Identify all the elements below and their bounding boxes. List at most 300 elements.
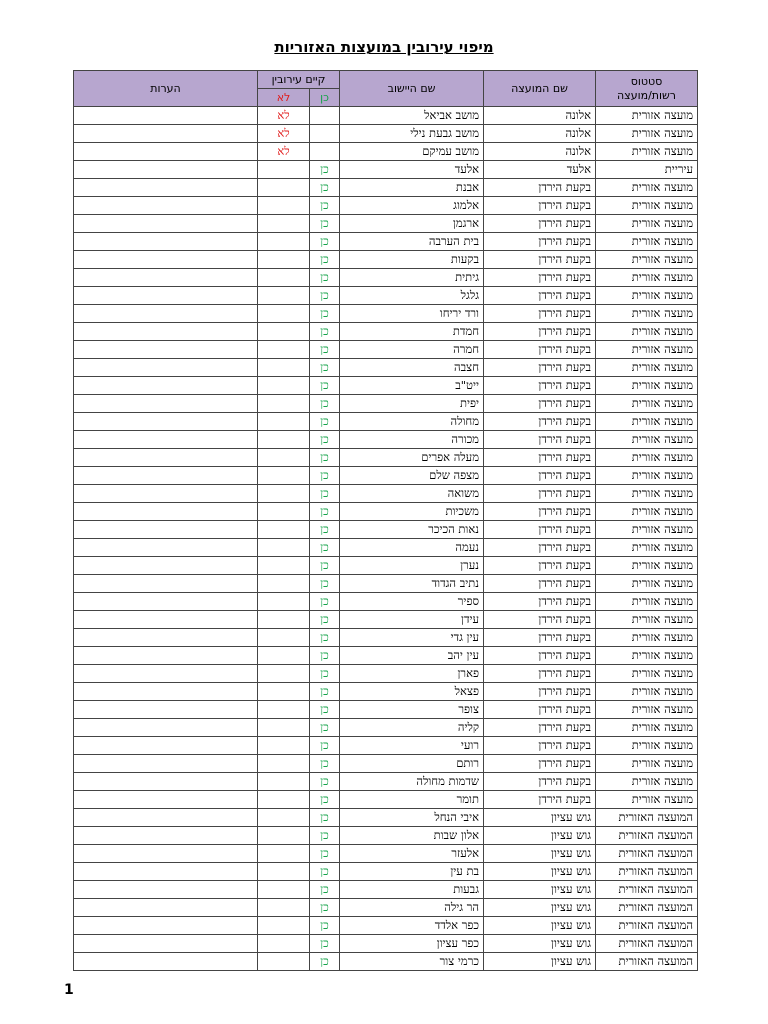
cell-status: מועצה אזורית bbox=[596, 125, 698, 143]
cell-settlement: אלמוג bbox=[340, 197, 484, 215]
table-row bbox=[74, 557, 698, 575]
cell-settlement: אבנת bbox=[340, 179, 484, 197]
cell-yes: כן bbox=[310, 503, 340, 521]
page-title-text: מיפוי עירובין במועצות האזוריות bbox=[274, 38, 494, 56]
cell-status: מועצה אזורית bbox=[596, 611, 698, 629]
eruv-table bbox=[73, 70, 698, 971]
table-row bbox=[74, 935, 698, 953]
cell-no bbox=[258, 431, 310, 449]
cell-notes bbox=[74, 197, 258, 215]
cell-no bbox=[258, 755, 310, 773]
cell-yes bbox=[310, 143, 340, 161]
table-row bbox=[74, 863, 698, 881]
cell-settlement: מושב גבעת נילי bbox=[340, 125, 484, 143]
cell-settlement: משואה bbox=[340, 485, 484, 503]
table-row bbox=[74, 575, 698, 593]
table-row bbox=[74, 629, 698, 647]
cell-yes: כן bbox=[310, 449, 340, 467]
table-row bbox=[74, 827, 698, 845]
table-row bbox=[74, 503, 698, 521]
cell-yes: כן bbox=[310, 341, 340, 359]
cell-notes bbox=[74, 755, 258, 773]
cell-no bbox=[258, 827, 310, 845]
header-no: לא bbox=[258, 89, 310, 107]
cell-council: גוש עציון bbox=[484, 863, 596, 881]
table-row bbox=[74, 791, 698, 809]
cell-no bbox=[258, 881, 310, 899]
cell-settlement: פצאל bbox=[340, 683, 484, 701]
cell-settlement: נתיב הגדוד bbox=[340, 575, 484, 593]
cell-no bbox=[258, 269, 310, 287]
cell-no bbox=[258, 701, 310, 719]
cell-status: מועצה אזורית bbox=[596, 791, 698, 809]
table-row bbox=[74, 485, 698, 503]
cell-yes: כן bbox=[310, 755, 340, 773]
table-row bbox=[74, 143, 698, 161]
cell-yes: כן bbox=[310, 269, 340, 287]
cell-notes bbox=[74, 287, 258, 305]
table-row bbox=[74, 233, 698, 251]
cell-status: מועצה אזורית bbox=[596, 557, 698, 575]
cell-no bbox=[258, 593, 310, 611]
cell-status: מועצה אזורית bbox=[596, 593, 698, 611]
cell-council: אלעד bbox=[484, 161, 596, 179]
cell-notes bbox=[74, 143, 258, 161]
cell-yes: כן bbox=[310, 665, 340, 683]
cell-council: בקעת הירדן bbox=[484, 215, 596, 233]
cell-status: מועצה אזורית bbox=[596, 269, 698, 287]
table-row bbox=[74, 179, 698, 197]
cell-status: מועצה אזורית bbox=[596, 215, 698, 233]
cell-yes bbox=[310, 107, 340, 125]
cell-council: גוש עציון bbox=[484, 899, 596, 917]
cell-council: גוש עציון bbox=[484, 809, 596, 827]
cell-no bbox=[258, 449, 310, 467]
cell-notes bbox=[74, 629, 258, 647]
cell-status: עיריית bbox=[596, 161, 698, 179]
cell-notes bbox=[74, 431, 258, 449]
cell-no bbox=[258, 521, 310, 539]
table-row bbox=[74, 431, 698, 449]
cell-council: בקעת הירדן bbox=[484, 485, 596, 503]
cell-no bbox=[258, 179, 310, 197]
cell-no bbox=[258, 647, 310, 665]
cell-settlement: בקעות bbox=[340, 251, 484, 269]
cell-council: בקעת הירדן bbox=[484, 665, 596, 683]
cell-council: בקעת הירדן bbox=[484, 701, 596, 719]
cell-no bbox=[258, 953, 310, 971]
header-council: שם המועצה bbox=[484, 71, 596, 107]
table-row bbox=[74, 269, 698, 287]
cell-settlement: ספיר bbox=[340, 593, 484, 611]
cell-council: גוש עציון bbox=[484, 935, 596, 953]
cell-no bbox=[258, 485, 310, 503]
cell-settlement: מכורה bbox=[340, 431, 484, 449]
cell-council: בקעת הירדן bbox=[484, 233, 596, 251]
table-row bbox=[74, 449, 698, 467]
table-row bbox=[74, 701, 698, 719]
cell-council: בקעת הירדן bbox=[484, 287, 596, 305]
cell-yes: כן bbox=[310, 773, 340, 791]
cell-yes: כן bbox=[310, 737, 340, 755]
table-row bbox=[74, 683, 698, 701]
cell-status: מועצה אזורית bbox=[596, 773, 698, 791]
cell-council: בקעת הירדן bbox=[484, 197, 596, 215]
cell-settlement: בית הערבה bbox=[340, 233, 484, 251]
cell-council: בקעת הירדן bbox=[484, 359, 596, 377]
cell-no bbox=[258, 773, 310, 791]
table-row bbox=[74, 377, 698, 395]
cell-yes: כן bbox=[310, 629, 340, 647]
cell-no bbox=[258, 413, 310, 431]
cell-council: בקעת הירדן bbox=[484, 449, 596, 467]
table-row bbox=[74, 521, 698, 539]
cell-status: מועצה אזורית bbox=[596, 359, 698, 377]
cell-council: גוש עציון bbox=[484, 953, 596, 971]
cell-settlement: צופר bbox=[340, 701, 484, 719]
cell-notes bbox=[74, 899, 258, 917]
cell-status: מועצה אזורית bbox=[596, 647, 698, 665]
cell-council: בקעת הירדן bbox=[484, 791, 596, 809]
cell-settlement: יפית bbox=[340, 395, 484, 413]
cell-no bbox=[258, 395, 310, 413]
cell-council: בקעת הירדן bbox=[484, 503, 596, 521]
cell-no bbox=[258, 575, 310, 593]
cell-no: לא bbox=[258, 107, 310, 125]
cell-status: מועצה אזורית bbox=[596, 233, 698, 251]
cell-council: גוש עציון bbox=[484, 827, 596, 845]
cell-notes bbox=[74, 251, 258, 269]
cell-notes bbox=[74, 503, 258, 521]
cell-settlement: נעמה bbox=[340, 539, 484, 557]
cell-status: המועצה האזורית bbox=[596, 827, 698, 845]
table-row bbox=[74, 881, 698, 899]
cell-notes bbox=[74, 845, 258, 863]
cell-settlement: מושב עמיקם bbox=[340, 143, 484, 161]
cell-council: אלונה bbox=[484, 143, 596, 161]
cell-status: מועצה אזורית bbox=[596, 539, 698, 557]
cell-no bbox=[258, 251, 310, 269]
cell-notes bbox=[74, 485, 258, 503]
cell-settlement: ורד יריחו bbox=[340, 305, 484, 323]
cell-council: בקעת הירדן bbox=[484, 557, 596, 575]
cell-notes bbox=[74, 521, 258, 539]
cell-council: בקעת הירדן bbox=[484, 467, 596, 485]
table-row bbox=[74, 467, 698, 485]
table-row bbox=[74, 359, 698, 377]
cell-no bbox=[258, 683, 310, 701]
cell-no bbox=[258, 305, 310, 323]
cell-yes: כן bbox=[310, 593, 340, 611]
cell-status: מועצה אזורית bbox=[596, 179, 698, 197]
cell-notes bbox=[74, 233, 258, 251]
cell-notes bbox=[74, 827, 258, 845]
cell-settlement: משכיות bbox=[340, 503, 484, 521]
cell-council: בקעת הירדן bbox=[484, 755, 596, 773]
cell-council: בקעת הירדן bbox=[484, 395, 596, 413]
cell-no bbox=[258, 845, 310, 863]
cell-status: מועצה אזורית bbox=[596, 701, 698, 719]
cell-no bbox=[258, 737, 310, 755]
cell-status: המועצה האזורית bbox=[596, 935, 698, 953]
cell-no bbox=[258, 341, 310, 359]
cell-yes: כן bbox=[310, 863, 340, 881]
cell-notes bbox=[74, 107, 258, 125]
cell-yes: כן bbox=[310, 467, 340, 485]
table-row bbox=[74, 287, 698, 305]
cell-notes bbox=[74, 665, 258, 683]
cell-yes: כן bbox=[310, 251, 340, 269]
table-row bbox=[74, 773, 698, 791]
cell-settlement: עין יהב bbox=[340, 647, 484, 665]
cell-notes bbox=[74, 863, 258, 881]
cell-status: המועצה האזורית bbox=[596, 899, 698, 917]
cell-no bbox=[258, 917, 310, 935]
cell-status: המועצה האזורית bbox=[596, 809, 698, 827]
cell-notes bbox=[74, 935, 258, 953]
cell-notes bbox=[74, 377, 258, 395]
cell-council: בקעת הירדן bbox=[484, 305, 596, 323]
cell-yes: כן bbox=[310, 161, 340, 179]
cell-no bbox=[258, 503, 310, 521]
cell-settlement: שדמות מחולה bbox=[340, 773, 484, 791]
cell-status: המועצה האזורית bbox=[596, 953, 698, 971]
cell-no bbox=[258, 611, 310, 629]
cell-status: מועצה אזורית bbox=[596, 377, 698, 395]
cell-settlement: אלעד bbox=[340, 161, 484, 179]
cell-yes: כן bbox=[310, 935, 340, 953]
cell-no bbox=[258, 323, 310, 341]
cell-yes: כן bbox=[310, 521, 340, 539]
cell-no bbox=[258, 287, 310, 305]
cell-yes: כן bbox=[310, 557, 340, 575]
cell-settlement: גבעות bbox=[340, 881, 484, 899]
cell-notes bbox=[74, 449, 258, 467]
cell-settlement: מושב אביאל bbox=[340, 107, 484, 125]
cell-no bbox=[258, 899, 310, 917]
cell-yes bbox=[310, 125, 340, 143]
cell-yes: כן bbox=[310, 539, 340, 557]
cell-yes: כן bbox=[310, 917, 340, 935]
cell-no bbox=[258, 359, 310, 377]
cell-status: מועצה אזורית bbox=[596, 107, 698, 125]
cell-status: מועצה אזורית bbox=[596, 287, 698, 305]
cell-notes bbox=[74, 395, 258, 413]
cell-no bbox=[258, 863, 310, 881]
cell-status: מועצה אזורית bbox=[596, 341, 698, 359]
cell-notes bbox=[74, 305, 258, 323]
cell-status: מועצה אזורית bbox=[596, 449, 698, 467]
table-row bbox=[74, 125, 698, 143]
cell-status: מועצה אזורית bbox=[596, 467, 698, 485]
cell-settlement: מחולה bbox=[340, 413, 484, 431]
cell-yes: כן bbox=[310, 953, 340, 971]
cell-settlement: כפר עציון bbox=[340, 935, 484, 953]
cell-notes bbox=[74, 773, 258, 791]
cell-settlement: עין גדי bbox=[340, 629, 484, 647]
cell-status: המועצה האזורית bbox=[596, 917, 698, 935]
cell-council: גוש עציון bbox=[484, 881, 596, 899]
cell-yes: כן bbox=[310, 485, 340, 503]
cell-no bbox=[258, 809, 310, 827]
table-row bbox=[74, 161, 698, 179]
cell-yes: כן bbox=[310, 719, 340, 737]
cell-notes bbox=[74, 701, 258, 719]
cell-status: המועצה האזורית bbox=[596, 863, 698, 881]
cell-notes bbox=[74, 791, 258, 809]
table-row bbox=[74, 413, 698, 431]
cell-settlement: כפר אלדד bbox=[340, 917, 484, 935]
header-status-line2: רשות/מועצה bbox=[617, 88, 677, 102]
cell-notes bbox=[74, 359, 258, 377]
cell-settlement: חצבה bbox=[340, 359, 484, 377]
cell-yes: כן bbox=[310, 881, 340, 899]
cell-council: אלונה bbox=[484, 125, 596, 143]
cell-council: בקעת הירדן bbox=[484, 575, 596, 593]
page-number: 1 bbox=[64, 982, 74, 998]
header-eruv: קיים עירובין bbox=[258, 71, 340, 89]
cell-status: מועצה אזורית bbox=[596, 251, 698, 269]
cell-settlement: כרמי צור bbox=[340, 953, 484, 971]
cell-council: בקעת הירדן bbox=[484, 773, 596, 791]
cell-council: בקעת הירדן bbox=[484, 269, 596, 287]
cell-no bbox=[258, 377, 310, 395]
cell-notes bbox=[74, 647, 258, 665]
cell-status: מועצה אזורית bbox=[596, 719, 698, 737]
cell-yes: כן bbox=[310, 899, 340, 917]
cell-settlement: ארגמן bbox=[340, 215, 484, 233]
cell-yes: כן bbox=[310, 233, 340, 251]
table-row bbox=[74, 719, 698, 737]
cell-notes bbox=[74, 611, 258, 629]
cell-notes bbox=[74, 557, 258, 575]
table-row bbox=[74, 755, 698, 773]
cell-council: בקעת הירדן bbox=[484, 647, 596, 665]
cell-council: בקעת הירדן bbox=[484, 431, 596, 449]
cell-yes: כן bbox=[310, 845, 340, 863]
cell-settlement: חמרה bbox=[340, 341, 484, 359]
cell-council: בקעת הירדן bbox=[484, 593, 596, 611]
cell-no bbox=[258, 539, 310, 557]
cell-council: בקעת הירדן bbox=[484, 413, 596, 431]
cell-no bbox=[258, 629, 310, 647]
cell-settlement: אלון שבות bbox=[340, 827, 484, 845]
cell-notes bbox=[74, 917, 258, 935]
cell-yes: כן bbox=[310, 575, 340, 593]
cell-notes bbox=[74, 215, 258, 233]
cell-status: מועצה אזורית bbox=[596, 629, 698, 647]
cell-notes bbox=[74, 539, 258, 557]
cell-status: מועצה אזורית bbox=[596, 521, 698, 539]
cell-council: אלונה bbox=[484, 107, 596, 125]
table-row bbox=[74, 107, 698, 125]
cell-settlement: איבי הנחל bbox=[340, 809, 484, 827]
cell-status: מועצה אזורית bbox=[596, 431, 698, 449]
table-row bbox=[74, 899, 698, 917]
header-settlement: שם היישוב bbox=[340, 71, 484, 107]
cell-no bbox=[258, 557, 310, 575]
cell-settlement: מעלה אפרים bbox=[340, 449, 484, 467]
table-row bbox=[74, 197, 698, 215]
cell-notes bbox=[74, 125, 258, 143]
table-row bbox=[74, 737, 698, 755]
cell-council: בקעת הירדן bbox=[484, 251, 596, 269]
cell-yes: כן bbox=[310, 179, 340, 197]
cell-council: בקעת הירדן bbox=[484, 719, 596, 737]
header-notes: הערות bbox=[74, 71, 258, 107]
cell-council: בקעת הירדן bbox=[484, 737, 596, 755]
cell-notes bbox=[74, 593, 258, 611]
cell-no bbox=[258, 719, 310, 737]
table-row bbox=[74, 395, 698, 413]
cell-status: מועצה אזורית bbox=[596, 485, 698, 503]
cell-status: מועצה אזורית bbox=[596, 143, 698, 161]
cell-notes bbox=[74, 179, 258, 197]
cell-status: מועצה אזורית bbox=[596, 395, 698, 413]
table-row bbox=[74, 809, 698, 827]
header-yes: כן bbox=[310, 89, 340, 107]
table-row bbox=[74, 665, 698, 683]
cell-status: מועצה אזורית bbox=[596, 413, 698, 431]
cell-yes: כן bbox=[310, 215, 340, 233]
cell-council: בקעת הירדן bbox=[484, 539, 596, 557]
cell-no bbox=[258, 791, 310, 809]
cell-council: בקעת הירדן bbox=[484, 629, 596, 647]
cell-settlement: נאות הכיכר bbox=[340, 521, 484, 539]
cell-status: המועצה האזורית bbox=[596, 845, 698, 863]
cell-no bbox=[258, 233, 310, 251]
cell-no bbox=[258, 665, 310, 683]
table-row bbox=[74, 539, 698, 557]
cell-yes: כן bbox=[310, 395, 340, 413]
cell-notes bbox=[74, 719, 258, 737]
cell-notes bbox=[74, 953, 258, 971]
cell-council: גוש עציון bbox=[484, 917, 596, 935]
cell-status: המועצה האזורית bbox=[596, 881, 698, 899]
cell-notes bbox=[74, 413, 258, 431]
table-row bbox=[74, 593, 698, 611]
cell-notes bbox=[74, 881, 258, 899]
cell-yes: כן bbox=[310, 701, 340, 719]
cell-settlement: רותם bbox=[340, 755, 484, 773]
cell-settlement: תומר bbox=[340, 791, 484, 809]
cell-no bbox=[258, 161, 310, 179]
cell-settlement: גלגל bbox=[340, 287, 484, 305]
cell-notes bbox=[74, 467, 258, 485]
cell-settlement: מצפה שלם bbox=[340, 467, 484, 485]
table-row bbox=[74, 953, 698, 971]
cell-status: מועצה אזורית bbox=[596, 503, 698, 521]
cell-status: מועצה אזורית bbox=[596, 683, 698, 701]
cell-no: לא bbox=[258, 125, 310, 143]
cell-settlement: בת עין bbox=[340, 863, 484, 881]
cell-council: בקעת הירדן bbox=[484, 611, 596, 629]
cell-council: בקעת הירדן bbox=[484, 377, 596, 395]
table-row bbox=[74, 611, 698, 629]
cell-status: מועצה אזורית bbox=[596, 737, 698, 755]
cell-status: מועצה אזורית bbox=[596, 323, 698, 341]
cell-notes bbox=[74, 323, 258, 341]
cell-notes bbox=[74, 737, 258, 755]
cell-status: מועצה אזורית bbox=[596, 575, 698, 593]
cell-no bbox=[258, 467, 310, 485]
cell-yes: כן bbox=[310, 359, 340, 377]
cell-yes: כן bbox=[310, 377, 340, 395]
cell-settlement: עידן bbox=[340, 611, 484, 629]
cell-settlement: ייט"ב bbox=[340, 377, 484, 395]
cell-yes: כן bbox=[310, 413, 340, 431]
cell-status: מועצה אזורית bbox=[596, 755, 698, 773]
